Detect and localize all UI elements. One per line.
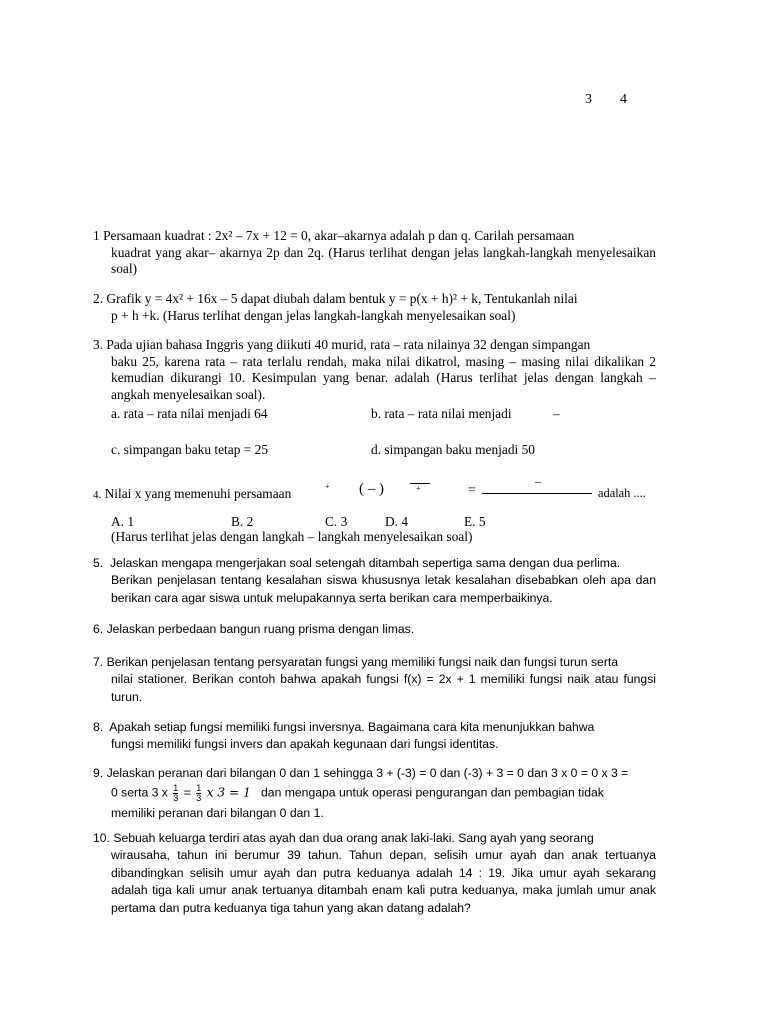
question-3	[93, 337, 656, 403]
question-4-option-a: A. 1	[111, 514, 135, 529]
question-4-top-dash: –	[535, 474, 541, 488]
question-3-option-c: c. simpangan baku tetap = 25	[111, 442, 269, 457]
question-4-option-e: E. 5	[464, 514, 486, 529]
fraction-one-third-second: $\frac{1}{3}$	[196, 783, 202, 804]
question-5	[93, 555, 656, 607]
question-5-first-line: 5. Jelaskan mengapa mengerjakan soal setengah ditambah sepertiga sama dengan dua perlima.	[93, 556, 621, 570]
fraction-one-third: $\frac{1}{3}$	[173, 783, 179, 804]
header-number-right: 4	[620, 92, 627, 107]
question-3-option-b: b. rata – rata nilai menjadi	[371, 406, 512, 421]
question-3-option-a: a. rata – rata nilai menjadi 64	[111, 406, 268, 421]
question-2-first-line: 2. Grafik y = 4x² + 16x – 5 dapat diubah dalam bentuk y = p(x + h)² + k, Tentukanlah nilai	[93, 291, 578, 306]
question-5-continuation: Berikan penjelasan tentang kesalahan siswa khususnya letak kesalahan disebabkan oleh apa dan berikan cara agar siswa untuk melupakannya serta berikan cara memperbaikinya.	[111, 573, 656, 605]
question-7-continuation: nilai stationer. Berikan contoh bahwa apakah fungsi f(x) = 2x + 1 memiliki fungsi naik atau fungsi turun.	[111, 672, 656, 704]
question-4-number: 4.	[93, 489, 102, 501]
question-1-first-line: 1 Persamaan kuadrat : 2x² – 7x + 12 = 0, akar–akarnya adalah p dan q. Carilah persamaan	[93, 228, 575, 243]
question-6	[93, 621, 656, 638]
question-2-continuation: p + h +k. (Harus terlihat dengan jelas langkah-langkah menyelesaikan soal)	[111, 307, 516, 323]
question-8	[93, 719, 656, 754]
question-4-equals: =	[468, 483, 476, 498]
question-4-option-d: D. 4	[385, 514, 409, 529]
question-10-number: 10.	[93, 831, 110, 845]
question-4-option-c: C. 3	[325, 514, 348, 529]
question-3-number: 3.	[93, 337, 104, 352]
question-9-first-line: 9. Jelaskan peranan dari bilangan 0 dan 1 sehingga 3 + (-3) = 0 dan (-3) + 3 = 0 dan 3 x 0 = 0 x 3 =	[93, 766, 629, 780]
question-1-continuation: kuadrat yang akar– akarnya 2p dan 2q. (Harus terlihat dengan jelas langkah-langkah menyelesaikan soal)	[111, 244, 656, 277]
question-6-number: 6.	[93, 622, 104, 636]
question-4-plus-right: +	[416, 484, 421, 493]
question-4-paren-expression: ( – )	[359, 481, 384, 497]
question-7	[93, 654, 656, 706]
question-9-number: 9.	[93, 766, 104, 780]
question-4-option-b: B. 2	[231, 514, 254, 529]
question-9-continuation: memiliki peranan dari bilangan 0 dan 1.	[111, 806, 324, 821]
question-5-number: 5.	[93, 556, 104, 570]
header-number-left: 3	[585, 92, 592, 107]
question-7-number: 7.	[93, 655, 104, 669]
question-8-continuation: fungsi memiliki fungsi invers dan apakah kegunaan dari fungsi identitas.	[111, 737, 499, 752]
question-4-fraction-line	[482, 493, 592, 494]
question-4-stem: 4. Nilai x yang memenuhi persamaan	[93, 486, 292, 501]
question-6-first-line: 6. Jelaskan perbedaan bangun ruang prisma dengan limas.	[93, 622, 415, 636]
question-10-continuation: wirausaha, tahun ini berumur 39 tahun. Tahun depan, selisih umur ayah dan anak tertuanya dibandingkan selisih umur ayah dan putra keduanya adalah 14 : 19. Jika umur ayah sekarang adalah tiga kali umur anak tertuanya ditambah enam kali putra keduanya, maka jumlah umur anak pertama dan putra keduanya tiga tahun yang akan datang adalah?	[111, 848, 656, 915]
question-8-first-line: 8. Apakah setiap fungsi memiliki fungsi inversnya. Bagaimana cara kita menunjukkan bahwa	[93, 720, 595, 734]
question-4-note: (Harus terlihat jelas dengan langkah – langkah menyelesaikan soal)	[111, 529, 473, 544]
question-2	[93, 291, 656, 324]
question-1	[93, 228, 656, 278]
question-3-continuation: baku 25, karena rata – rata terlalu rendah, maka nilai dikatrol, masing – masing nilai dikalikan 2 kemudian dikurangi 10. Kesimpulan yang benar. adalah (Harus terlihat jelas dengan langkah – angkah menyelesaikan soal).	[111, 353, 656, 402]
question-8-number: 8.	[93, 720, 104, 734]
question-3-option-d: d. simpangan baku menjadi 50	[371, 442, 536, 457]
question-3-first-line: 3. Pada ujian bahasa Inggris yang diikuti 40 murid, rata – rata nilainya 32 dengan simpangan	[93, 337, 591, 352]
question-1-number: 1	[93, 228, 100, 243]
question-10	[93, 830, 656, 917]
question-9	[93, 765, 656, 823]
question-7-first-line: 7. Berikan penjelasan tentang persyaratan fungsi yang memiliki fungsi naik dan fungsi turun serta	[93, 655, 619, 669]
question-10-first-line: 10. Sebuah keluarga terdiri atas ayah dan dua orang anak laki-laki. Sang ayah yang seorang	[93, 831, 594, 845]
question-9-math-line: 0 serta 3 x $\frac{1}{3}$ = $\frac{1}{3}$ x 3 = 1 dan mengapa untuk operasi pengurangan dan pembagian tidak	[111, 783, 604, 804]
question-4-suffix: adalah ....	[598, 486, 646, 500]
question-2-number: 2.	[93, 291, 104, 306]
question-3-option-b-dash: –	[553, 406, 560, 421]
question-4-plus-left: +	[325, 482, 330, 491]
